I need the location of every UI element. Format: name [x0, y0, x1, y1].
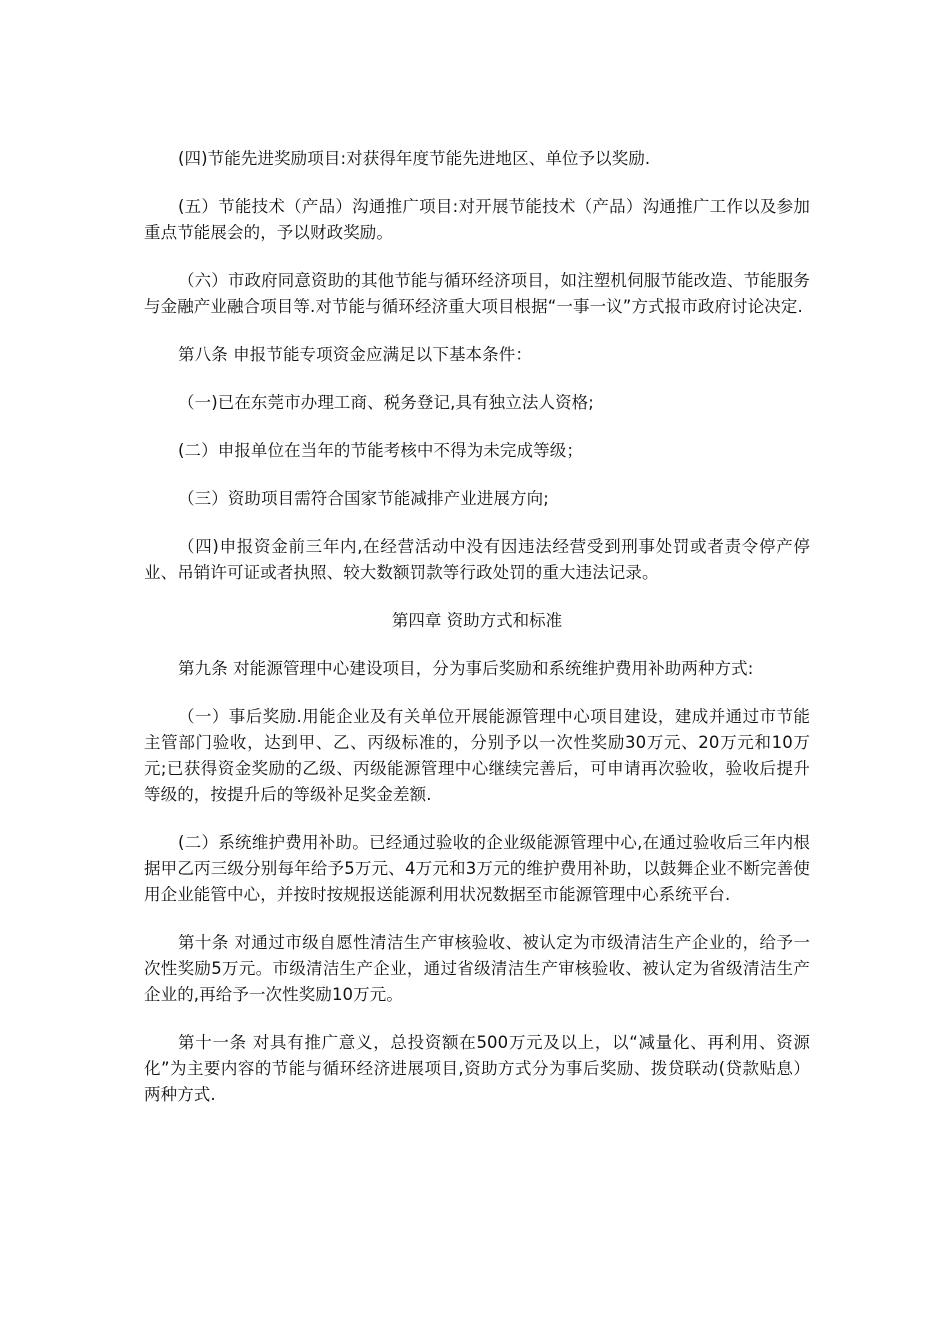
paragraph-condition-2: (二）申报单位在当年的节能考核中不得为未完成等级；: [178, 441, 583, 460]
paragraph-condition-4: （四)申报资金前三年内,在经营活动中没有因违法经营受到刑事处罚或者责令停产停业、吊销许可证或者执照、较大数额罚款等行政处罚的重大违法记录。: [144, 537, 810, 582]
document-body: [144, 146, 810, 1130]
paragraph-post-award: （一）事后奖励.用能企业及有关单位开展能源管理中心项目建设，建成并通过市节能主管部门验收，达到甲、乙、丙级标准的，分别予以一次性奖励30万元、20万元和10万元;已获得资金奖励的乙级、丙级能源管理中心继续完善后，可申请再次验收，验收后提升等级的，按提升后的等级补足奖金差额.: [144, 707, 810, 804]
paragraph-article-8: 第八条 申报节能专项资金应满足以下基本条件：: [178, 345, 532, 364]
paragraph-maintenance-subsidy: (二）系统维护费用补助。已经通过验收的企业级能源管理中心,在通过验收后三年内根据甲乙丙三级分别每年给予5万元、4万元和3万元的维护费用补助，以鼓舞企业不断完善使用企业能管中心，并按时按规报送能源利用状况数据至市能源管理中心系统平台.: [144, 833, 810, 904]
paragraph-article-9: 第九条 对能源管理中心建设项目，分为事后奖励和系统维护费用补助两种方式:: [178, 659, 754, 678]
paragraph-tech-promotion: (五）节能技术（产品）沟通推广项目:对开展节能技术（产品）沟通推广工作以及参加重点节能展会的，予以财政奖励。: [144, 197, 810, 242]
paragraph-award-advanced: (四)节能先进奖励项目:对获得年度节能先进地区、单位予以奖励.: [178, 149, 651, 168]
paragraph-article-11: 第十一条 对具有推广意义，总投资额在500万元及以上，以“减量化、再利用、资源化”为主要内容的节能与循环经济进展项目,资助方式分为事后奖励、拨贷联动(贷款贴息）两种方式.: [144, 1033, 810, 1104]
paragraph-condition-3: （三）资助项目需符合国家节能减排产业进展方向;: [178, 489, 549, 508]
chapter-heading: 第四章 资助方式和标准: [391, 611, 563, 630]
paragraph-condition-1: （一)已在东莞市办理工商、税务登记,具有独立法人资格;: [178, 393, 594, 412]
paragraph-article-10: 第十条 对通过市级自愿性清洁生产审核验收、被认定为市级清洁生产企业的，给予一次性奖励5万元。市级清洁生产企业，通过省级清洁生产审核验收、被认定为省级清洁生产企业的,再给予一次性奖励10万元。: [144, 933, 810, 1004]
paragraph-other-projects: （六）市政府同意资助的其他节能与循环经济项目，如注塑机伺服节能改造、节能服务与金融产业融合项目等.对节能与循环经济重大项目根据“一事一议”方式报市政府讨论决定.: [144, 271, 810, 316]
